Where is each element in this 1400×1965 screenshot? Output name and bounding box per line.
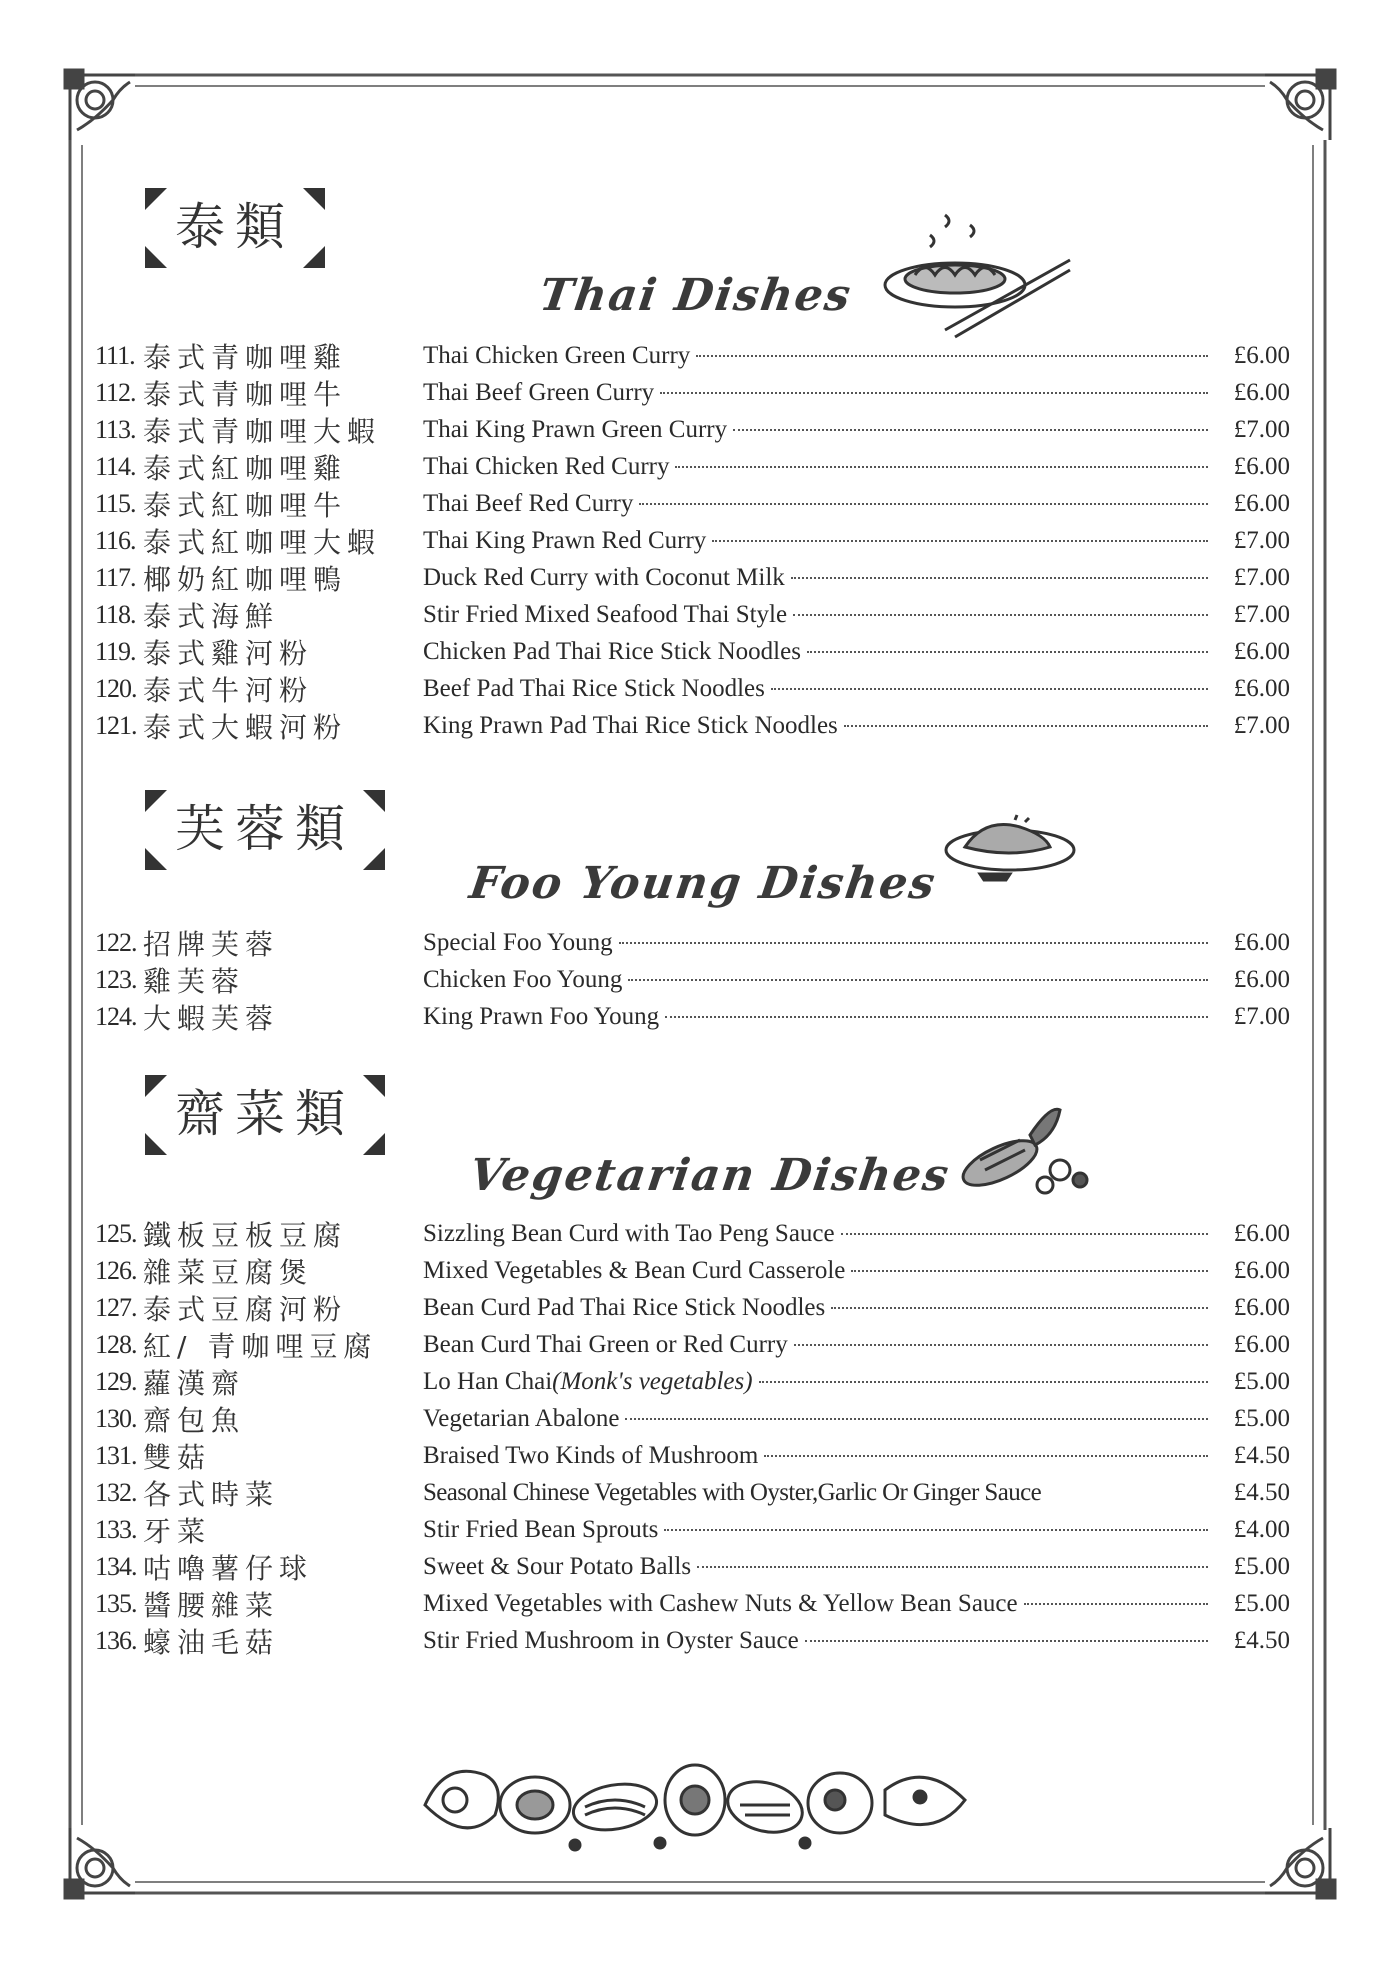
item-price: £6.00 [1233,928,1290,956]
item-english-name: Braised Two Kinds of Mushroom [423,1441,759,1469]
chinese-title-box [145,790,385,870]
item-price: £4.50 [1233,1478,1290,1506]
item-english-name: Special Foo Young [423,928,613,956]
item-english-name: Thai Chicken Green Curry [423,341,691,369]
item-number: 136. [95,1625,137,1655]
item-number: 113. [95,414,136,444]
item-chinese-name: 齋包魚 [143,1403,246,1437]
menu-list-thai [95,337,1290,744]
item-number: 120. [95,673,137,703]
chinese-title-box [145,1075,385,1155]
item-number: 132. [95,1477,137,1507]
item-chinese-name: 大蝦芙蓉 [143,1001,280,1035]
item-price: £7.00 [1233,563,1290,591]
item-english-name: Vegetarian Abalone [423,1404,620,1432]
item-price: £6.00 [1233,1219,1290,1247]
item-chinese-name: 蠔油毛菇 [143,1625,280,1659]
item-price: £4.50 [1233,1626,1290,1654]
item-chinese-name: 紅/ 青咖哩豆腐 [143,1329,378,1363]
item-english-name: Bean Curd Thai Green or Red Curry [423,1330,788,1358]
item-price: £6.00 [1233,637,1290,665]
item-price: £6.00 [1233,1293,1290,1321]
menu-item [95,998,1290,1035]
noodle-dish-with-chopsticks-icon [875,205,1075,345]
english-section-title: Foo Young Dishes [466,858,940,909]
item-number: 129. [95,1366,137,1396]
menu-item [95,485,1290,522]
menu-item [95,596,1290,633]
item-chinese-name: 泰式牛河粉 [143,673,314,707]
item-price: £6.00 [1233,1330,1290,1358]
item-number: 123. [95,964,137,994]
item-english-name: Mixed Vegetables & Bean Curd Casserole [423,1256,846,1284]
item-price: £7.00 [1233,1002,1290,1030]
item-english-name: Thai Beef Green Curry [423,378,655,406]
item-number: 112. [95,377,136,407]
item-chinese-name: 泰式青咖哩牛 [143,377,348,411]
item-number: 111. [95,340,135,370]
menu-item [95,1585,1290,1622]
item-chinese-name: 雙菇 [143,1440,212,1474]
english-section-title: Thai Dishes [536,270,856,321]
item-chinese-name: 泰式紅咖哩大蝦 [143,525,382,559]
item-number: 121. [95,710,137,740]
section-header-foo-young [145,790,385,870]
item-price: £6.00 [1233,378,1290,406]
item-chinese-name: 泰式海鮮 [143,599,280,633]
item-chinese-name: 泰式紅咖哩牛 [143,488,348,522]
menu-item [95,1400,1290,1437]
item-number: 116. [95,525,136,555]
item-english-name: Chicken Pad Thai Rice Stick Noodles [423,637,801,665]
item-chinese-name: 泰式青咖哩雞 [143,340,348,374]
item-price: £6.00 [1233,965,1290,993]
seafood-and-vegetables-border-icon [415,1745,975,1855]
item-number: 117. [95,562,136,592]
item-english-name: Thai Beef Red Curry [423,489,634,517]
item-number: 131. [95,1440,137,1470]
item-chinese-name: 雜菜豆腐煲 [143,1255,314,1289]
menu-item [95,1215,1290,1252]
item-english-name: King Prawn Foo Young [423,1002,660,1030]
menu-item [95,374,1290,411]
menu-item [95,1437,1290,1474]
item-english-name: Chicken Foo Young [423,965,623,993]
item-chinese-name: 泰式紅咖哩雞 [143,451,348,485]
item-price: £7.00 [1233,600,1290,628]
item-chinese-name: 蘿漢齋 [143,1366,246,1400]
item-english-name: Duck Red Curry with Coconut Milk [423,563,785,591]
item-number: 119. [95,636,136,666]
section-header-thai [145,188,325,268]
item-price: £5.00 [1233,1552,1290,1580]
item-english-name: Bean Curd Pad Thai Rice Stick Noodles [423,1293,826,1321]
item-number: 126. [95,1255,137,1285]
item-chinese-name: 各式時菜 [143,1477,280,1511]
item-price: £5.00 [1233,1404,1290,1432]
item-chinese-name: 泰式雞河粉 [143,636,314,670]
menu-list-vegetarian [95,1215,1290,1659]
menu-item [95,1252,1290,1289]
chinese-section-title: 齋菜類 [175,1085,355,1143]
item-chinese-name: 椰奶紅咖哩鴨 [143,562,348,596]
item-price: £5.00 [1233,1367,1290,1395]
item-english-name: King Prawn Pad Thai Rice Stick Noodles [423,711,838,739]
item-chinese-name: 招牌芙蓉 [143,927,280,961]
chinese-section-title: 芙蓉類 [175,800,355,858]
item-number: 130. [95,1403,137,1433]
menu-item [95,633,1290,670]
menu-item [95,1326,1290,1363]
menu-item [95,924,1290,961]
section-header-vegetarian [145,1075,385,1155]
item-number: 124. [95,1001,137,1031]
item-number: 135. [95,1588,137,1618]
item-english-name: Thai King Prawn Green Curry [423,415,728,443]
item-chinese-name: 咕嚕薯仔球 [143,1551,314,1585]
item-number: 115. [95,488,136,518]
item-price: £7.00 [1233,526,1290,554]
menu-item [95,522,1290,559]
menu-item [95,1289,1290,1326]
item-chinese-name: 泰式豆腐河粉 [143,1292,348,1326]
item-price: £6.00 [1233,489,1290,517]
item-number: 128. [95,1329,137,1359]
menu-list-foo-young [95,924,1290,1035]
item-price: £6.00 [1233,1256,1290,1284]
omelette-plate-icon [940,812,1080,882]
item-english-name: Stir Fried Bean Sprouts [423,1515,659,1543]
menu-item [95,1363,1290,1400]
item-price: £5.00 [1233,1589,1290,1617]
chinese-title-box [145,188,325,268]
item-price: £6.00 [1233,674,1290,702]
item-chinese-name: 醬腰雜菜 [143,1588,280,1622]
menu-item [95,670,1290,707]
item-number: 127. [95,1292,137,1322]
item-english-name: Stir Fried Mixed Seafood Thai Style [423,600,788,628]
menu-item [95,559,1290,596]
menu-item [95,1474,1290,1511]
item-chinese-name: 泰式青咖哩大蝦 [143,414,382,448]
item-price: £7.00 [1233,711,1290,739]
item-chinese-name: 泰式大蝦河粉 [143,710,348,744]
item-price: £6.00 [1233,452,1290,480]
item-english-name: Mixed Vegetables with Cashew Nuts & Yellow Bean Sauce [423,1589,1018,1617]
menu-item [95,1548,1290,1585]
item-number: 122. [95,927,137,957]
menu-item [95,448,1290,485]
item-chinese-name: 鐵板豆板豆腐 [143,1218,348,1252]
item-price: £7.00 [1233,415,1290,443]
menu-item [95,411,1290,448]
chinese-section-title: 泰類 [175,198,295,256]
item-number: 118. [95,599,136,629]
item-english-name: Sweet & Sour Potato Balls [423,1552,692,1580]
item-english-name: Lo Han Chai [423,1367,553,1395]
item-price: £4.50 [1233,1441,1290,1469]
item-chinese-name: 雞芙蓉 [143,964,246,998]
menu-item [95,337,1290,374]
item-number: 125. [95,1218,137,1248]
menu-item [95,961,1290,998]
item-number: 114. [95,451,136,481]
item-english-name: Thai Chicken Red Curry [423,452,670,480]
vegetables-icon [950,1105,1100,1200]
english-section-title: Vegetarian Dishes [466,1150,954,1201]
item-number: 133. [95,1514,137,1544]
menu-item [95,1622,1290,1659]
item-english-name: Beef Pad Thai Rice Stick Noodles [423,674,765,702]
item-english-name: Sizzling Bean Curd with Tao Peng Sauce [423,1219,835,1247]
item-english-name: Seasonal Chinese Vegetables with Oyster,Garlic Or Ginger Sauce [423,1478,1042,1506]
item-chinese-name: 牙菜 [143,1514,212,1548]
item-english-name: Thai King Prawn Red Curry [423,526,707,554]
item-number: 134. [95,1551,137,1581]
item-note: (Monk's vegetables) [552,1367,753,1395]
menu-item [95,1511,1290,1548]
item-price: £6.00 [1233,341,1290,369]
item-english-name: Stir Fried Mushroom in Oyster Sauce [423,1626,799,1654]
menu-item [95,707,1290,744]
item-price: £4.00 [1233,1515,1290,1543]
